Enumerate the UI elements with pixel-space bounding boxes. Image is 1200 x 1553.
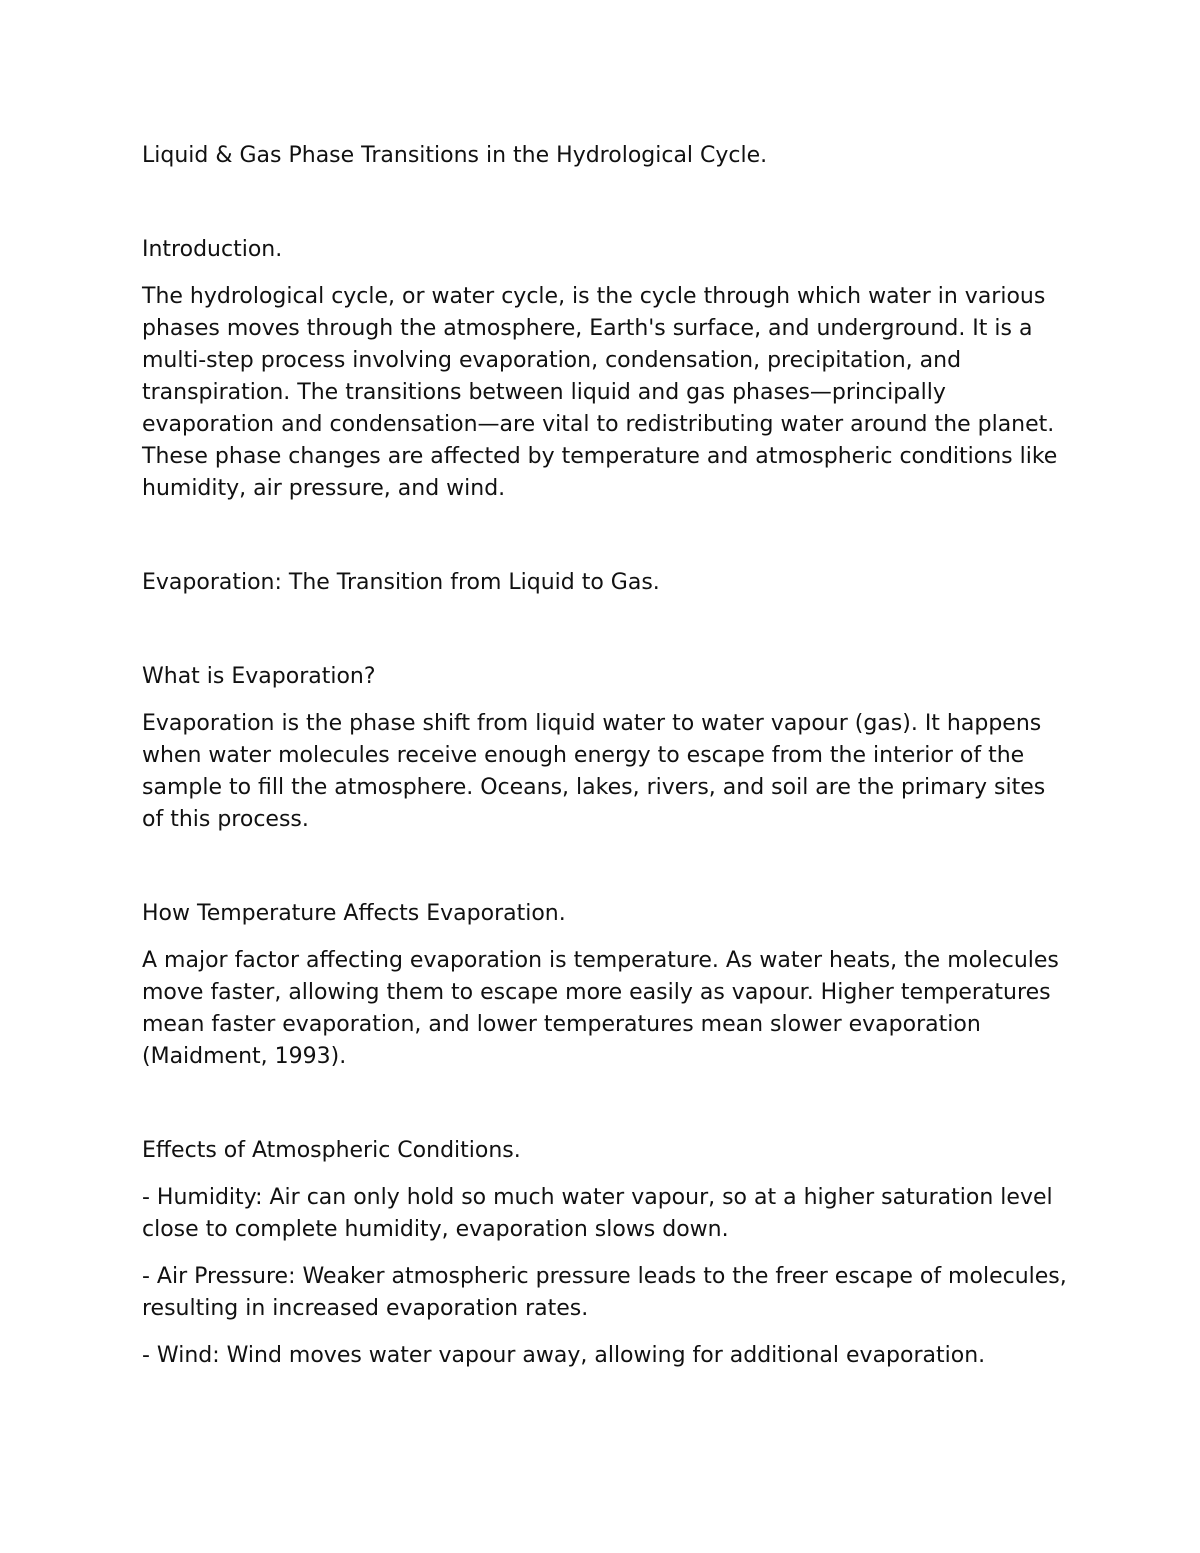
air-pressure-bullet: - Air Pressure: Weaker atmospheric pressure leads to the freer escape of molecules, resulting in increased evaporation rates. [142, 1264, 1067, 1321]
temperature-paragraph: A major factor affecting evaporation is temperature. As water heats, the molecules move faster, allowing them to escape more easily as vapour. Higher temperatures mean faster evaporation, and lower temperatures mean slower evaporation (Maidment, 1993). [142, 948, 1059, 1069]
temperature-heading: How Temperature Affects Evaporation. [142, 901, 566, 926]
wind-bullet: - Wind: Wind moves water vapour away, allowing for additional evaporation. [142, 1343, 986, 1368]
document-title: Liquid & Gas Phase Transitions in the Hydrological Cycle. [142, 143, 768, 168]
evaporation-section-heading: Evaporation: The Transition from Liquid to Gas. [142, 570, 660, 595]
what-is-evaporation-paragraph: Evaporation is the phase shift from liquid water to water vapour (gas). It happens when water molecules receive enough energy to escape from the interior of the sample to fill the atmosphere. Oceans, lakes, rivers, and soil are the primary sites of this process. [142, 711, 1046, 832]
introduction-paragraph: The hydrological cycle, or water cycle, is the cycle through which water in various phases moves through the atmosphere, Earth's surface, and underground. It is a multi-step process involving evaporation, condensation, precipitation, and transpiration. The transitions between liquid and gas phases—principally evaporation and condensation—are vital to redistributing water around the planet. These phase changes are affected by temperature and atmospheric conditions like humidity, air pressure, and wind. [142, 284, 1058, 501]
humidity-bullet: - Humidity: Air can only hold so much water vapour, so at a higher saturation level close to complete humidity, evaporation slows down. [142, 1185, 1053, 1242]
what-is-evaporation-heading: What is Evaporation? [142, 664, 376, 689]
atmospheric-heading: Effects of Atmospheric Conditions. [142, 1138, 521, 1163]
introduction-heading: Introduction. [142, 237, 283, 262]
document-body [142, 140, 1072, 1372]
